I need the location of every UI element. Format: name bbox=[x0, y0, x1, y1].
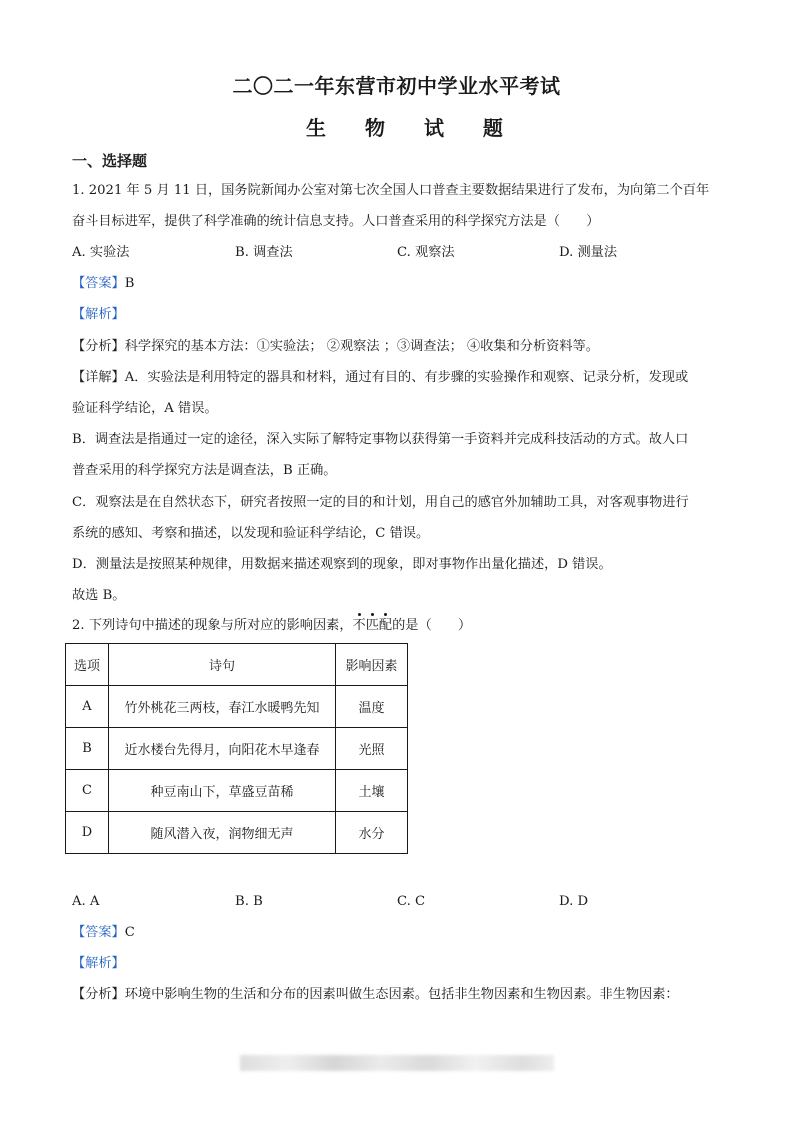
table-header-cell: 诗句 bbox=[109, 644, 336, 686]
q2-option-b: B. B bbox=[235, 894, 263, 909]
fenxi-tag: 【分析】 bbox=[72, 339, 125, 354]
blurred-footer-watermark bbox=[240, 1055, 554, 1071]
q2-option-d: D. D bbox=[559, 894, 589, 909]
emph-char: 配 bbox=[378, 618, 393, 633]
table-cell: 光照 bbox=[336, 728, 408, 770]
q1-d-line1: D．测量法是按照某种规律，用数据来描述观察到的现象，即对事物作出量化描述，D 错误。 bbox=[72, 557, 612, 572]
emphasis-dot bbox=[371, 613, 374, 616]
q1-option-a: A. 实验法 bbox=[72, 245, 130, 260]
table-row bbox=[66, 770, 408, 812]
q2-emph-char-2 bbox=[366, 618, 379, 633]
table-cell: 种豆南山下，草盛豆苗稀 bbox=[109, 770, 336, 812]
table-cell: D bbox=[66, 812, 109, 854]
answer-tag: 【答案】 bbox=[72, 276, 125, 291]
q2-stem-suffix: 的是（ ） bbox=[392, 618, 472, 633]
q1-c-line1: C．观察法是在自然状态下，研究者按照一定的目的和计划，用自己的感官外加辅助工具，对客观事物进行 bbox=[72, 495, 689, 510]
q2-emph-char-3 bbox=[379, 618, 392, 633]
q2-answer bbox=[72, 924, 135, 942]
q1-stem-line2: 奋斗目标进军，提供了科学准确的统计信息支持。人口普查采用的科学探究方法是（ ） bbox=[72, 214, 600, 229]
q2-option-a: A. A bbox=[72, 894, 100, 909]
section-heading: 一、选择题 bbox=[72, 152, 148, 170]
q1-option-b: B. 调查法 bbox=[235, 245, 293, 260]
answer-value: C bbox=[124, 925, 135, 940]
emphasis-dot bbox=[384, 613, 387, 616]
table-cell: 随风潜入夜，润物细无声 bbox=[109, 812, 336, 854]
q2-analysis-tag: 【解析】 bbox=[72, 956, 125, 971]
q1-stem-line1: 1. 2021 年 5 月 11 日，国务院新闻办公室对第七次全国人口普查主要数据结果进行了发布，为向第二个百年 bbox=[72, 183, 710, 198]
detail-text: A．实验法是利用特定的器具和材料，通过有目的、有步骤的实验操作和观察、记录分析，发现或 bbox=[124, 370, 689, 385]
emph-char: 匹 bbox=[365, 618, 379, 633]
q1-detail-line2: 验证科学结论，A 错误。 bbox=[72, 401, 218, 416]
q1-analysis-tag: 【解析】 bbox=[72, 307, 125, 322]
table-cell: 近水楼台先得月，向阳花木早逢春 bbox=[109, 728, 336, 770]
q2-emph-char-1 bbox=[353, 618, 366, 633]
q1-option-c: C. 观察法 bbox=[397, 245, 455, 260]
table-cell: B bbox=[66, 728, 109, 770]
q2-stem-prefix: 2. 下列诗句中描述的现象与所对应的影响因素， bbox=[72, 618, 353, 633]
q2-option-c: C. C bbox=[397, 894, 426, 909]
q1-c-line2: 系统的感知、考察和描述，以发现和验证科学结论，C 错误。 bbox=[72, 526, 430, 541]
table-cell: 竹外桃花三两枝，春江水暖鸭先知 bbox=[109, 686, 336, 728]
q1-conclusion: 故选 B。 bbox=[72, 588, 126, 603]
page-subtitle: 生 物 试 题 bbox=[306, 116, 519, 140]
table-cell: 水分 bbox=[336, 812, 408, 854]
table-row bbox=[66, 812, 408, 854]
q1-b-line2: 普查采用的科学探究方法是调查法，B 正确。 bbox=[72, 463, 337, 478]
q1-b-line1: B．调查法是指通过一定的途径，深入实际了解特定事物以获得第一手资料并完成科技活动的方式。故人口 bbox=[72, 432, 689, 447]
fenxi-text: 环境中影响生物的生活和分布的因素叫做生态因素。包括非生物因素和生物因素。非生物因素： bbox=[124, 987, 679, 1002]
fenxi-tag: 【分析】 bbox=[72, 987, 125, 1002]
q2-table bbox=[65, 643, 408, 854]
q1-fenxi bbox=[72, 338, 599, 356]
emphasis-dot bbox=[358, 613, 361, 616]
q2-stem bbox=[72, 617, 471, 635]
table-header-row bbox=[66, 644, 408, 686]
answer-value: B bbox=[124, 276, 135, 291]
table-header-cell: 选项 bbox=[66, 644, 109, 686]
page-title: 二〇二一年东营市初中学业水平考试 bbox=[232, 74, 561, 98]
table-header-cell: 影响因素 bbox=[336, 644, 408, 686]
table-row bbox=[66, 686, 408, 728]
q1-answer bbox=[72, 275, 134, 293]
q2-fenxi bbox=[72, 986, 679, 1004]
q1-detail-line1 bbox=[72, 369, 688, 387]
answer-tag: 【答案】 bbox=[72, 925, 125, 940]
table-cell: 温度 bbox=[336, 686, 408, 728]
detail-tag: 【详解】 bbox=[72, 370, 125, 385]
table-cell: 土壤 bbox=[336, 770, 408, 812]
table-cell: A bbox=[66, 686, 109, 728]
table-row bbox=[66, 728, 408, 770]
emph-char: 不 bbox=[352, 618, 366, 633]
fenxi-text: 科学探究的基本方法：①实验法； ②观察法 ；③调查法； ④收集和分析资料等。 bbox=[124, 339, 599, 354]
q1-option-d: D. 测量法 bbox=[559, 245, 618, 260]
table-cell: C bbox=[66, 770, 109, 812]
